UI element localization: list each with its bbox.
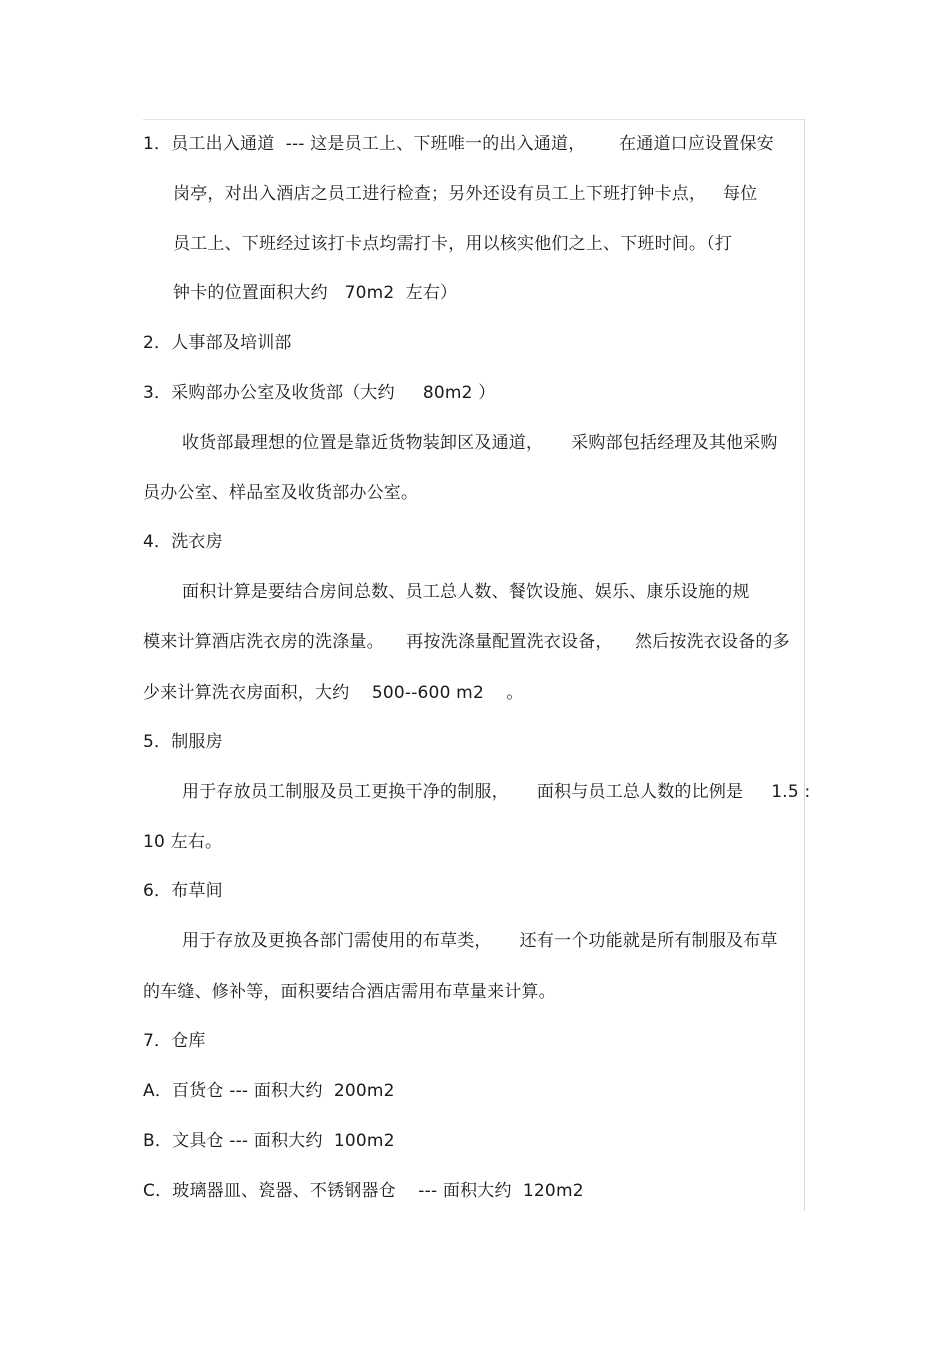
list-item: B．文具仓 --- 面积大约 100m2 bbox=[143, 1131, 395, 1151]
paragraph-line: 钟卡的位置面积大约 70m2 左右） bbox=[173, 283, 458, 303]
paragraph-line: 用于存放员工制服及员工更换干净的制服， 面积与员工总人数的比例是 1.5 : bbox=[182, 782, 811, 802]
section-heading: 3．采购部办公室及收货部（大约 80m2 ） bbox=[143, 383, 496, 403]
section-heading: 4．洗衣房 bbox=[143, 532, 223, 552]
paragraph-line: 收货部最理想的位置是靠近货物装卸区及通道， 采购部包括经理及其他采购 bbox=[182, 433, 778, 453]
paragraph-line: 岗亭，对出入酒店之员工进行检查；另外还设有员工上下班打钟卡点， 每位 bbox=[173, 184, 758, 204]
list-item: C．玻璃器皿、瓷器、不锈钢器仓 --- 面积大约 120m2 bbox=[143, 1181, 584, 1201]
section-heading: 5．制服房 bbox=[143, 732, 223, 752]
paragraph-line: 模来计算酒店洗衣房的洗涤量。 再按洗涤量配置洗衣设备， 然后按洗衣设备的多 bbox=[143, 632, 790, 652]
paragraph-line: 少来计算洗衣房面积，大约 500--600 m2 。 bbox=[143, 683, 524, 703]
paragraph-line: 员工上、下班经过该打卡点均需打卡，用以核实他们之上、下班时间。（打 bbox=[173, 234, 733, 254]
paragraph-line: 1．员工出入通道 --- 这是员工上、下班唯一的出入通道， 在通道口应设置保安 bbox=[143, 134, 774, 154]
paragraph-line: 员办公室、样品室及收货部办公室。 bbox=[143, 483, 419, 503]
section-heading: 2．人事部及培训部 bbox=[143, 333, 292, 353]
list-item: A．百货仓 --- 面积大约 200m2 bbox=[143, 1081, 395, 1101]
section-heading: 6．布草间 bbox=[143, 881, 223, 901]
paragraph-line: 10 左右。 bbox=[143, 832, 223, 852]
section-heading: 7．仓库 bbox=[143, 1031, 206, 1051]
paragraph-line: 面积计算是要结合房间总数、员工总人数、餐饮设施、娱乐、康乐设施的规 bbox=[182, 582, 750, 602]
paragraph-line: 的车缝、修补等，面积要结合酒店需用布草量来计算。 bbox=[143, 982, 556, 1002]
paragraph-line: 用于存放及更换各部门需使用的布草类， 还有一个功能就是所有制服及布草 bbox=[182, 931, 778, 951]
